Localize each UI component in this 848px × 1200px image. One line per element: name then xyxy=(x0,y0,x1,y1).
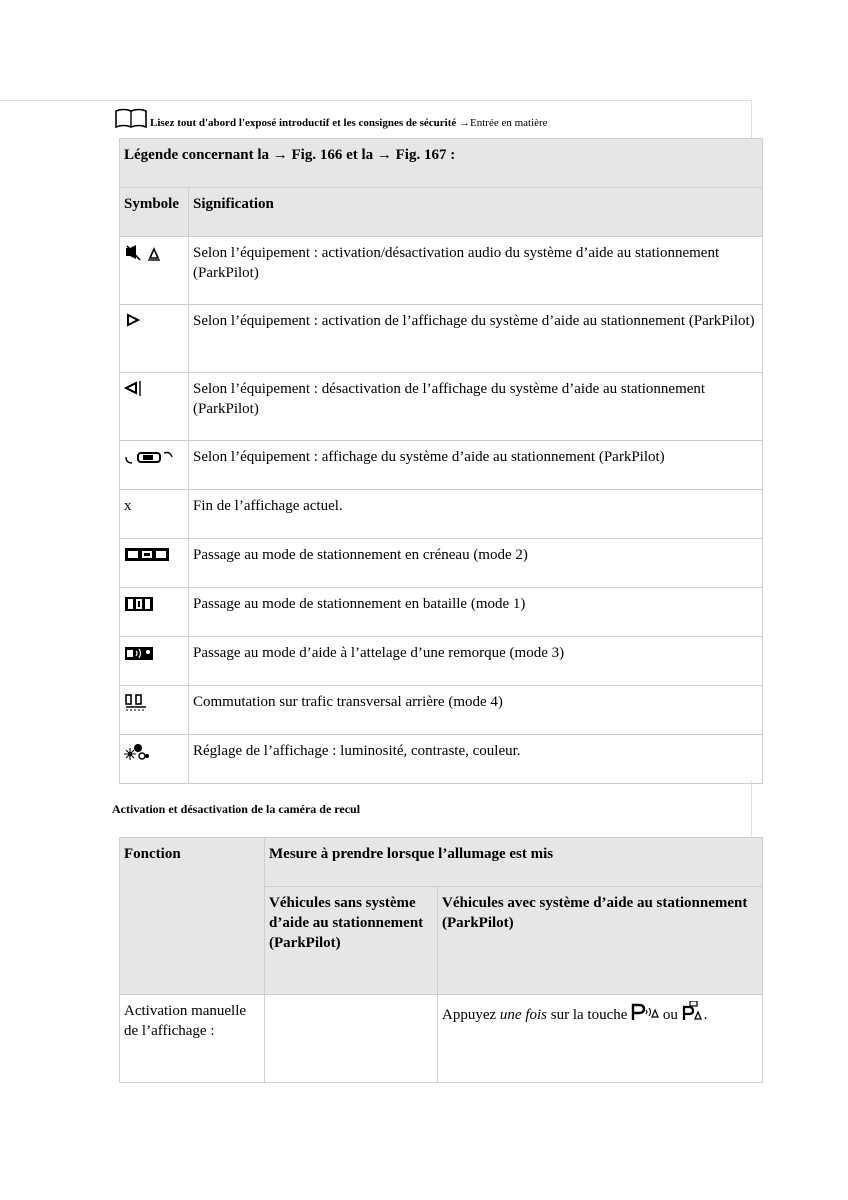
camera-button-icon xyxy=(682,1001,704,1027)
legend-row-symbol-text: x xyxy=(120,490,189,539)
camera-table xyxy=(119,837,763,1083)
legend-row-text: Selon l’équipement : activation de l’affichage du système d’aide au stationnement (ParkPilot) xyxy=(189,305,763,373)
legend-row-text: Selon l’équipement : affichage du système d’aide au stationnement (ParkPilot) xyxy=(189,441,763,490)
col-header-symbol: Symbole xyxy=(120,188,189,237)
col-header-with: Véhicules avec système d’aide au stationnement (ParkPilot) xyxy=(438,887,763,995)
parkpilot-display-icon xyxy=(124,449,184,465)
cross-traffic-icon xyxy=(124,694,184,712)
audio-mute-icon xyxy=(124,245,184,261)
perpendicular-parking-icon xyxy=(124,596,184,612)
function-cell: Activation manuelle de l’affichage : xyxy=(120,995,265,1083)
legend-row-text: Passage au mode de stationnement en créneau (mode 2) xyxy=(189,539,763,588)
legend-row-text: Selon l’équipement : activation/désactivation audio du système d’aide au stationnement (ParkPilot) xyxy=(189,237,763,305)
book-icon xyxy=(114,107,148,129)
col-header-without: Véhicules sans système d’aide au stationnement (ParkPilot) xyxy=(265,887,438,995)
legend-row-text: Réglage de l’affichage : luminosité, contraste, couleur. xyxy=(189,735,763,784)
top-divider xyxy=(0,100,752,101)
legend-title: Légende concernant la → Fig. 166 et la → Fig. 167 : xyxy=(120,139,763,188)
without-cell xyxy=(265,995,438,1083)
display-on-icon xyxy=(124,313,184,329)
legend-row-text: Passage au mode de stationnement en bataille (mode 1) xyxy=(189,588,763,637)
trailer-hitch-icon xyxy=(124,645,184,661)
legend-row-text: Commutation sur trafic transversal arrière (mode 4) xyxy=(189,686,763,735)
parkpilot-button-icon xyxy=(631,1003,659,1027)
display-off-icon xyxy=(124,381,184,397)
legend-row-text: Fin de l’affichage actuel. xyxy=(189,490,763,539)
right-divider-top xyxy=(751,100,752,138)
with-cell: Appuyez une fois sur la touche ou . xyxy=(438,995,763,1083)
col-header-meaning: Signification xyxy=(189,188,763,237)
parallel-parking-icon xyxy=(124,547,184,563)
display-settings-icon xyxy=(124,743,184,761)
legend-row-text: Passage au mode d’aide à l’attelage d’une remorque (mode 3) xyxy=(189,637,763,686)
right-divider-mid xyxy=(751,780,752,836)
intro-line xyxy=(114,103,548,129)
col-header-action: Mesure à prendre lorsque l’allumage est mis xyxy=(265,838,763,887)
legend-row-text: Selon l’équipement : désactivation de l’affichage du système d’aide au stationnement (ParkPilot) xyxy=(189,373,763,441)
col-header-function: Fonction xyxy=(120,838,265,995)
intro-text: Lisez tout d'abord l'exposé introductif et les consignes de sécurité xyxy=(150,117,457,129)
intro-link[interactable]: →Entrée en matière xyxy=(459,117,548,129)
camera-section-heading: Activation et désactivation de la caméra de recul xyxy=(112,802,361,816)
legend-table xyxy=(119,138,763,784)
